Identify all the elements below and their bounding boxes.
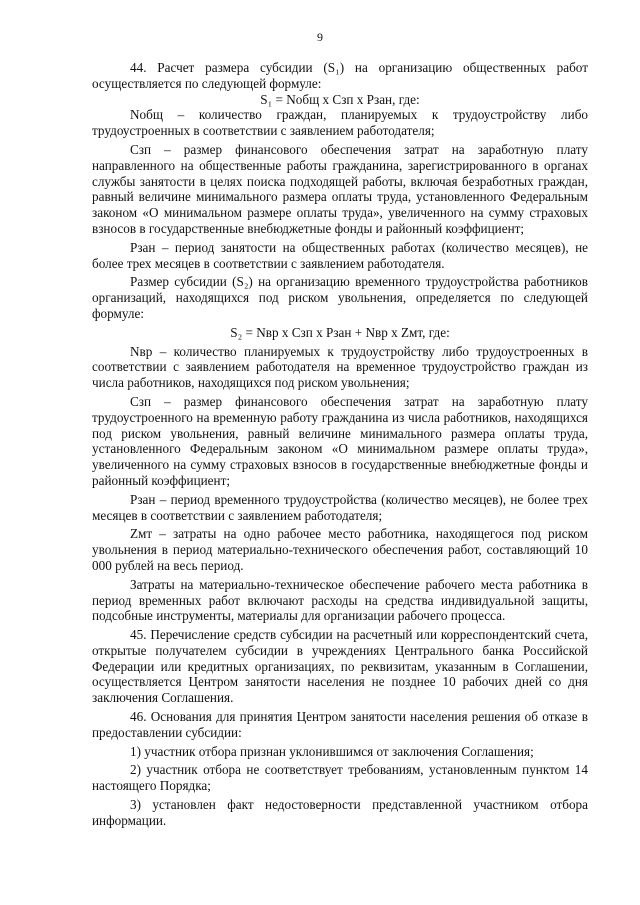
- page-number: 9: [317, 30, 323, 44]
- paragraph-44: 44. Расчет размера субсидии (S₁) на организацию общественных работ осуществляется по следующей формуле:: [92, 60, 588, 91]
- list-item-3: 3) установлен факт недостоверности представленной участником отбора информации.: [92, 797, 588, 828]
- definition-pzan-1: Pзан – период занятости на общественных работах (количество месяцев), не более трех месяцев в соответствии с заявлением работодателя.: [92, 239, 588, 271]
- definition-n-obsh: Nобщ – количество граждан, планируемых к трудоустройству либо трудоустроенных в соответствии с заявлением работодателя;: [92, 107, 588, 139]
- paragraph-zatraty: Затраты на материально-техническое обеспечение рабочего места работника в период временных работ включают расходы на средства индивидуальной защиты, подсобные инструменты, материалы для организации рабочего процесса.: [92, 576, 588, 624]
- definition-pzan-2: Pзан – период временного трудоустройства (количество месяцев), не более трех месяцев в соответствии с заявлением работодателя;: [92, 491, 588, 523]
- definition-czp-2: Cзп – размер финансового обеспечения затрат на заработную плату трудоустроенного на временную работу гражданина из числа работников, находящихся под риском увольнения, равный величине минимального размера оплаты труда, установленного Федеральным законом «О минимальном размере оплаты труда», увеличенного на сумму страховых взносов в государственные внебюджетные фонды и районный коэффициент;: [92, 393, 588, 488]
- list-item-2: 2) участник отбора не соответствует требованиям, установленным пунктом 14 настоящего Порядка;: [92, 762, 588, 794]
- list-item-1: 1) участник отбора признан уклонившимся от заключения Соглашения;: [130, 743, 534, 759]
- paragraph-s2: Размер субсидии (S₂) на организацию временного трудоустройства работников организаций, находящихся под риском увольнения, определяется по следующей формуле:: [92, 274, 588, 321]
- definition-n-vr: Nвр – количество планируемых к трудоустройству либо трудоустроенных в соответствии с заявлением работодателя на временное трудоустройство граждан из числа работников, находящихся под риском увольнения;: [92, 343, 588, 391]
- paragraph-46: 46. Основания для принятия Центром занятости населения решения об отказе в предоставлении субсидии:: [92, 709, 588, 740]
- document-body: [92, 60, 588, 829]
- paragraph-45: 45. Перечисление средств субсидии на расчетный или корреспондентский счета, открытые получателем субсидии в учреждениях Центрального банка Российской Федерации или кредитных организациях, по реквизитам, указанным в Соглашении, осуществляется Центром занятости населения не позднее 10 рабочих дней со дня заключения Соглашения.: [92, 627, 588, 706]
- formula-s2: S₂ = Nвр x Cзп x Pзан + Nвр x Zмт, где:: [230, 324, 450, 340]
- definition-czp-1: Cзп – размер финансового обеспечения затрат на заработную плату направленного на общественные работы гражданина, зарегистрированного в органах службы занятости в целях поиска подходящей работы, включая безработных граждан, равный величине минимального размера оплаты труда, установленного Федеральным законом «О минимальном размере оплаты труда», увеличенного на сумму страховых взносов в государственные внебюджетные фонды и районный коэффициент;: [92, 141, 588, 236]
- definition-zmt: Zмт – затраты на одно рабочее место работника, находящегося под риском увольнения в период материально-технического обеспечения работ, составляющий 10 000 рублей на весь период.: [92, 526, 588, 573]
- formula-s1: S₁ = Nобщ x Cзп x Pзан, где:: [260, 91, 420, 107]
